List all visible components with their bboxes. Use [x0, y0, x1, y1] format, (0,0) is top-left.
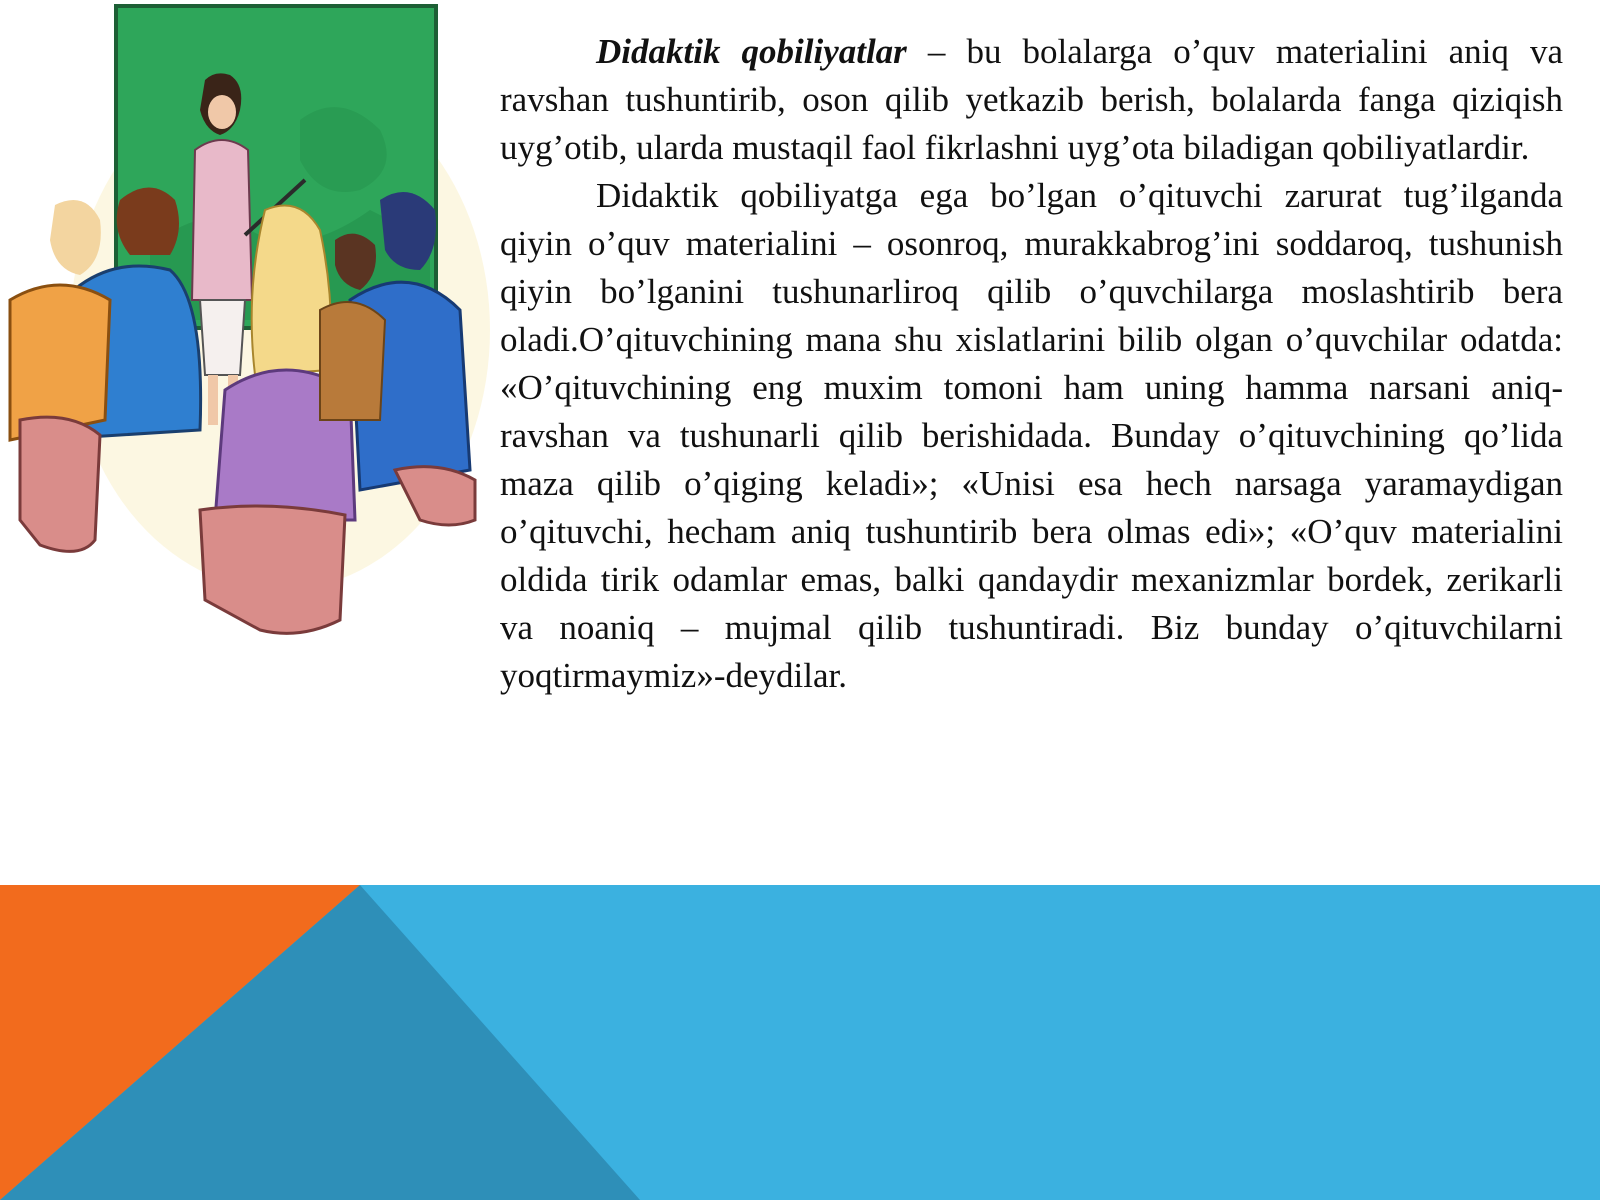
definition-term: Didaktik qobiliyatlar	[596, 32, 907, 71]
footer-decoration	[0, 885, 1600, 1200]
body-text	[500, 28, 1563, 700]
classroom-illustration	[0, 0, 490, 660]
paragraph-explanation: Didaktik qobiliyatga ega bo’lgan o’qituvchi zarurat tug’ilganda qiyin o’quv materialini – osonroq, murakkabrog’ini soddaroq, tushunish qiyin bo’lganini tushunarliroq qilib o’quvchilarga moslashtirib bera oladi.O’qituvchining mana shu xislatlarini bilib olgan o’quvchilar odatda: «O’qituvchining eng muxim tomoni ham uning hamma narsani aniq-ravshan va tushunarli qilib berishidada. Bunday o’qituvchining qo’lida maza qilib o’qiging keladi»; «Unisi esa hech narsaga yaramaydigan o’qituvchi, hecham aniq tushuntirib bera olmas edi»; «O’quv materialini oldida tirik odamlar emas, balki qandaydir mexanizmlar bordek, zerikarli va noaniq – mujmal qilib tushuntiradi. Biz bunday o’qituvchilarni yoqtirmaymiz»-deydilar.	[500, 176, 1563, 695]
paragraph-definition	[500, 28, 1563, 172]
definition-text: – bu bolalarga o’quv materialini aniq va ravshan tushuntirib, oson qilib yetkazib berish, bolalarda fanga qiziqish uyg’otib, ularda mustaqil faol fikrlashni uyg’ota biladigan qobiliyatlardir.	[500, 32, 1563, 167]
